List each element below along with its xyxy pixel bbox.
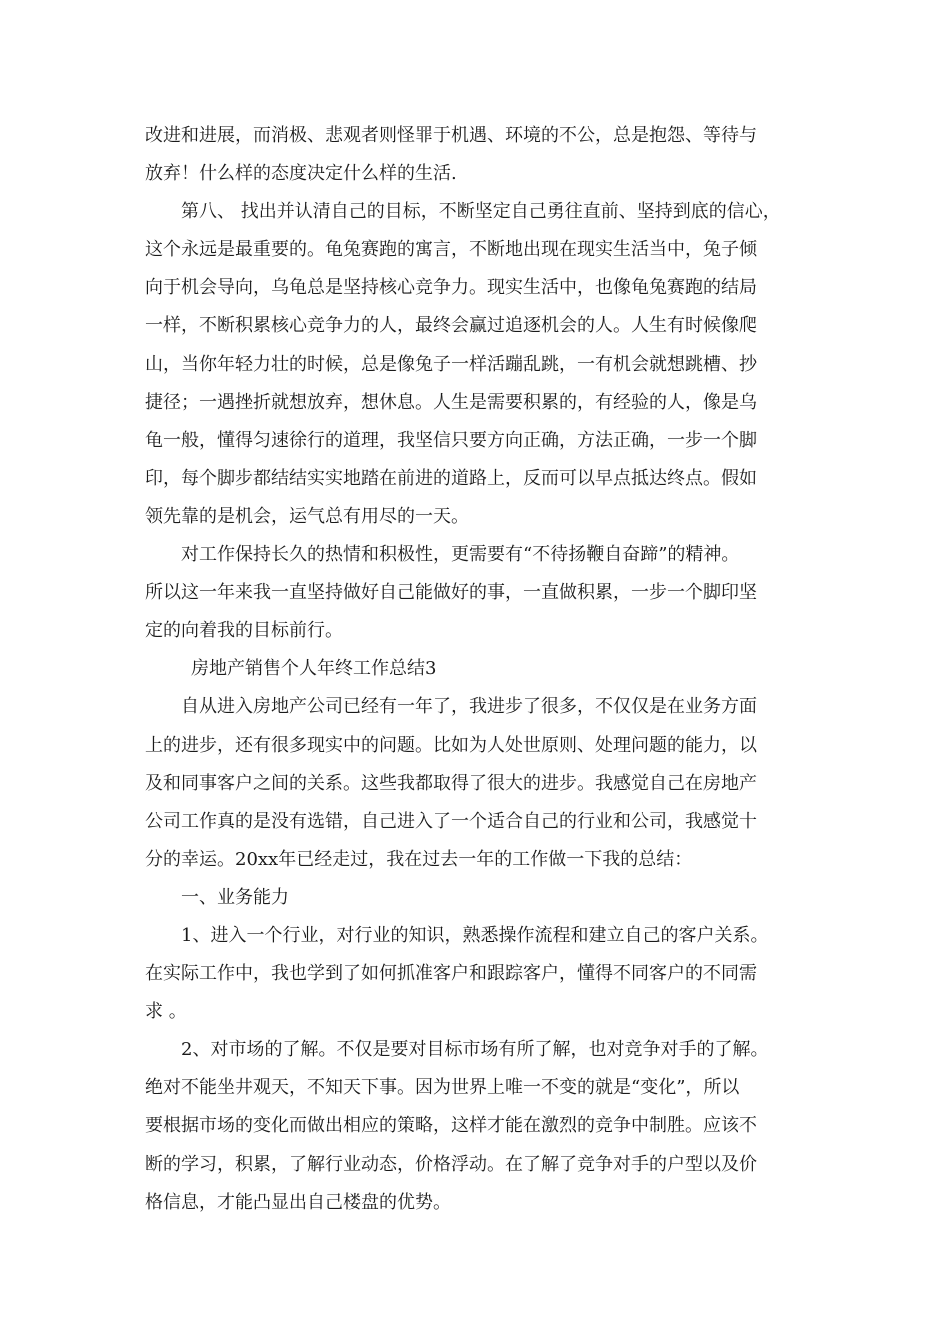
paragraph-line: 这个永远是最重要的。龟兔赛跑的寓言，不断地出现在现实生活当中，兔子倾: [145, 239, 757, 261]
paragraph-line: 绝对不能坐井观天，不知天下事。因为世界上唯一不变的就是“变化”，所以: [145, 1077, 740, 1099]
paragraph-line: 捷径；一遇挫折就想放弃，想休息。人生是需要积累的，有经验的人，像是乌: [145, 391, 757, 413]
paragraph-line: 分的幸运。20xx年已经走过，我在过去一年的工作做一下我的总结：: [145, 848, 693, 870]
paragraph-line: 所以这一年来我一直坚持做好自己能做好的事，一直做积累，一步一个脚印坚: [145, 582, 757, 604]
paragraph-line: 改进和进展，而消极、悲观者则怪罪于机遇、环境的不公，总是抱怨、等待与: [145, 125, 757, 146]
paragraph-line: 第八、 找出并认清自己的目标，不断坚定自己勇往直前、坚持到底的信心，: [181, 201, 781, 223]
subheading: 一、业务能力: [181, 886, 289, 908]
paragraph-line: 在实际工作中，我也学到了如何抓准客户和跟踪客户，懂得不同客户的不同需: [145, 963, 757, 985]
paragraph-line: 2、对市场的了解。不仅是要对目标市场有所了解，也对竞争对手的了解。: [181, 1039, 769, 1061]
paragraph-line: 上的进步，还有很多现实中的问题。比如为人处世原则、处理问题的能力，以: [145, 734, 757, 756]
paragraph-line: 定的向着我的目标前行。: [145, 620, 343, 642]
paragraph-line: 一样，不断积累核心竞争力的人，最终会赢过追逐机会的人。人生有时候像爬: [145, 315, 757, 337]
paragraph-line: 龟一般，懂得匀速徐行的道理，我坚信只要方向正确，方法正确，一步一个脚: [145, 429, 757, 451]
paragraph-line: 及和同事客户之间的关系。这些我都取得了很大的进步。我感觉自己在房地产: [145, 772, 757, 794]
paragraph-line: 向于机会导向，乌龟总是坚持核心竞争力。现实生活中，也像龟兔赛跑的结局: [145, 277, 757, 299]
paragraph-line: 放弃！什么样的态度决定什么样的生活.: [145, 163, 457, 185]
paragraph-line: 格信息，才能凸显出自己楼盘的优势。: [145, 1191, 451, 1213]
paragraph-line: 要根据市场的变化而做出相应的策略，这样才能在激烈的竞争中制胜。应该不: [145, 1115, 757, 1137]
paragraph-line: 公司工作真的是没有选错，自己进入了一个适合自己的行业和公司，我感觉十: [145, 810, 757, 832]
paragraph-line: 印，每个脚步都结结实实地踏在前进的道路上，反而可以早点抵达终点。假如: [145, 467, 757, 489]
paragraph-line: 1、进入一个行业，对行业的知识，熟悉操作流程和建立自己的客户关系。: [181, 924, 769, 946]
section-title: 房地产销售个人年终工作总结3: [191, 658, 437, 680]
paragraph-line: 自从进入房地产公司已经有一年了，我进步了很多，不仅仅是在业务方面: [181, 696, 757, 718]
paragraph-line: 对工作保持长久的热情和积极性，更需要有“不待扬鞭自奋蹄”的精神。: [181, 544, 740, 566]
paragraph-line: 山，当你年轻力壮的时候，总是像兔子一样活蹦乱跳，一有机会就想跳槽、抄: [145, 353, 757, 375]
paragraph-line: 领先靠的是机会，运气总有用尽的一天。: [145, 505, 469, 527]
paragraph-line: 求 。: [145, 1001, 187, 1023]
document-body: [145, 117, 815, 1222]
paragraph-line: 断的学习，积累，了解行业动态，价格浮动。在了解了竞争对手的户型以及价: [145, 1153, 757, 1175]
